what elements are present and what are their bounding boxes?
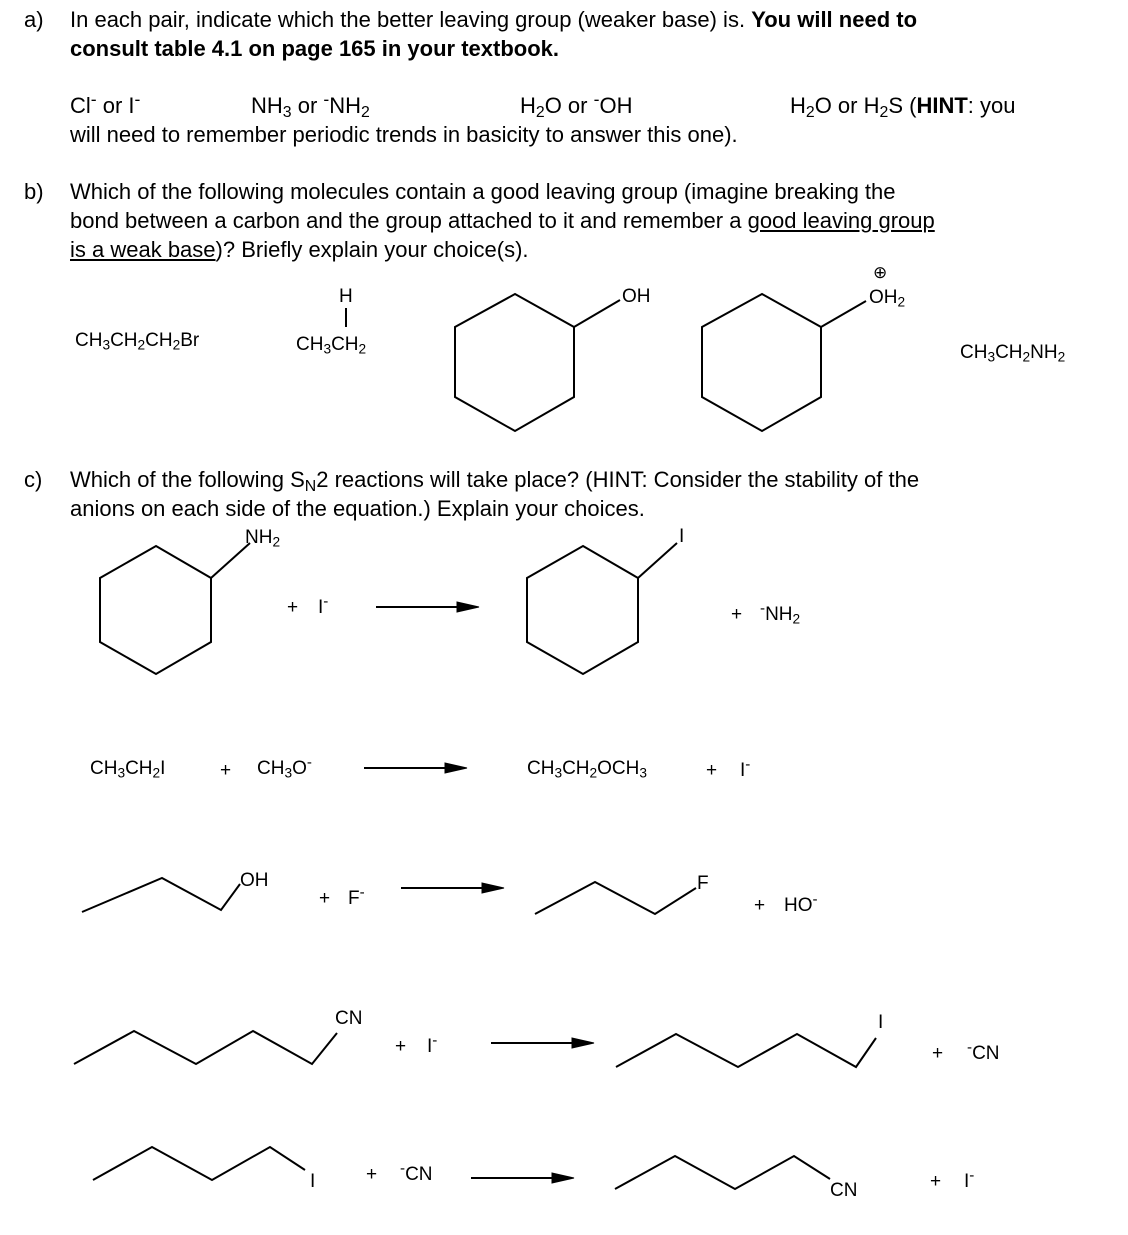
- molecule-ethane-h: H: [339, 286, 353, 307]
- r4-label-i: I: [878, 1012, 884, 1033]
- r4-iodide: I-: [427, 1032, 438, 1057]
- pair-nh3-nh2: $NH_3$ or $^-NH_2$: [251, 89, 370, 121]
- r5-iodide: I-: [964, 1167, 975, 1192]
- r3-hydroxide: HO-: [784, 891, 818, 916]
- part-b-line1: Which of the following molecules contain a good leaving group (imagine breaking the: [70, 179, 896, 204]
- cyclohexane-ring-oxonium: [702, 294, 821, 431]
- bond-c-oh: [574, 300, 620, 327]
- r5-label-cn: CN: [830, 1180, 858, 1201]
- r5-plus-1: +: [366, 1164, 378, 1185]
- arrowhead-3: [482, 883, 504, 893]
- part-a-line2: consult table 4.1 on page 165 in your textbook.: [70, 36, 559, 61]
- propanol-chain: [82, 878, 240, 912]
- molecule-ethylamine: $CH_3CH_2NH_2$: [960, 342, 1066, 365]
- r1-plus-2: +: [731, 604, 743, 625]
- r4-label-cn: CN: [335, 1008, 363, 1029]
- r3-plus-1: +: [319, 888, 331, 909]
- r1-plus-1: +: [287, 597, 299, 618]
- r2-ethyl-iodide: $CH_3CH_2I$: [90, 758, 166, 781]
- molecule-propyl-bromide: $CH_3CH_2CH_2Br$: [75, 330, 200, 353]
- bond-c-i-ring: [638, 543, 677, 578]
- bond-c-oh2: [821, 301, 866, 327]
- cyclohexylamine-ring: [100, 546, 211, 674]
- r2-methoxide: $CH_3O^-$: [257, 754, 312, 781]
- part-a-line1: In each pair, indicate which the better leaving group (weaker base) is. You will need to: [70, 7, 918, 32]
- arrowhead-5: [552, 1173, 574, 1183]
- r2-iodide: I-: [740, 756, 751, 781]
- pair-h2o-h2s: $H_2O$ or $H_2S$ (HINT: you: [790, 93, 1016, 121]
- arrowhead-2: [445, 763, 467, 773]
- molecule-ethane: $CH_3CH_2$: [296, 334, 367, 357]
- part-a-label: a): [24, 7, 44, 32]
- cyclohexane-ring-alcohol: [455, 294, 574, 431]
- r5-label-i: I: [310, 1171, 316, 1192]
- arrowhead-1: [457, 602, 479, 612]
- part-a-line3: will need to remember periodic trends in basicity to answer this one).: [70, 122, 738, 147]
- r5-plus-2: +: [930, 1171, 942, 1192]
- r2-plus-2: +: [706, 760, 718, 781]
- iodocyclohexane-ring: [527, 546, 638, 674]
- part-b-line3: is a weak base)? Briefly explain your choice(s).: [70, 237, 529, 262]
- r3-label-oh: OH: [240, 870, 269, 891]
- part-c-line1: Which of the following $S_N2$ reactions will take place? (HINT: Consider the stability of the: [70, 467, 920, 495]
- r1-label-i: I: [679, 526, 685, 547]
- arrowhead-4: [572, 1038, 594, 1048]
- label-oh2-plus: $OH_2$: [869, 287, 906, 310]
- fluoropropane-chain: [535, 882, 696, 914]
- pentanenitrile-chain: [615, 1156, 830, 1189]
- positive-charge-icon: ⊕: [873, 263, 888, 282]
- label-oh: OH: [622, 286, 651, 307]
- r5-cyanide: -CN: [400, 1160, 433, 1185]
- pair-cl-i: Cl- or I-: [70, 89, 141, 118]
- r1-iodide: I-: [318, 593, 329, 618]
- r2-ethyl-methyl-ether: $CH_3CH_2OCH_3$: [527, 758, 647, 781]
- pentyl-cyanide-chain: [74, 1031, 337, 1064]
- part-c-label: c): [24, 467, 43, 492]
- r3-plus-2: +: [754, 895, 766, 916]
- r4-cyanide: -CN: [967, 1039, 1000, 1064]
- r1-label-nh2: $NH_2$: [245, 527, 281, 550]
- part-b-label: b): [24, 179, 44, 204]
- r2-plus-1: +: [220, 760, 232, 781]
- r4-plus-2: +: [932, 1043, 944, 1064]
- r3-fluoride: F-: [348, 884, 365, 909]
- part-b-line2: bond between a carbon and the group attached to it and remember a good leaving group: [70, 208, 935, 233]
- iodopentane-chain: [616, 1034, 876, 1067]
- r1-amide: $^-NH_2$: [760, 600, 801, 627]
- r4-plus-1: +: [395, 1036, 407, 1057]
- pair-h2o-oh: $H_2O$ or -OH: [520, 89, 633, 121]
- iodobutane-chain: [93, 1147, 305, 1180]
- part-c-line2: anions on each side of the equation.) Explain your choices.: [70, 496, 645, 521]
- r3-label-f: F: [697, 873, 709, 894]
